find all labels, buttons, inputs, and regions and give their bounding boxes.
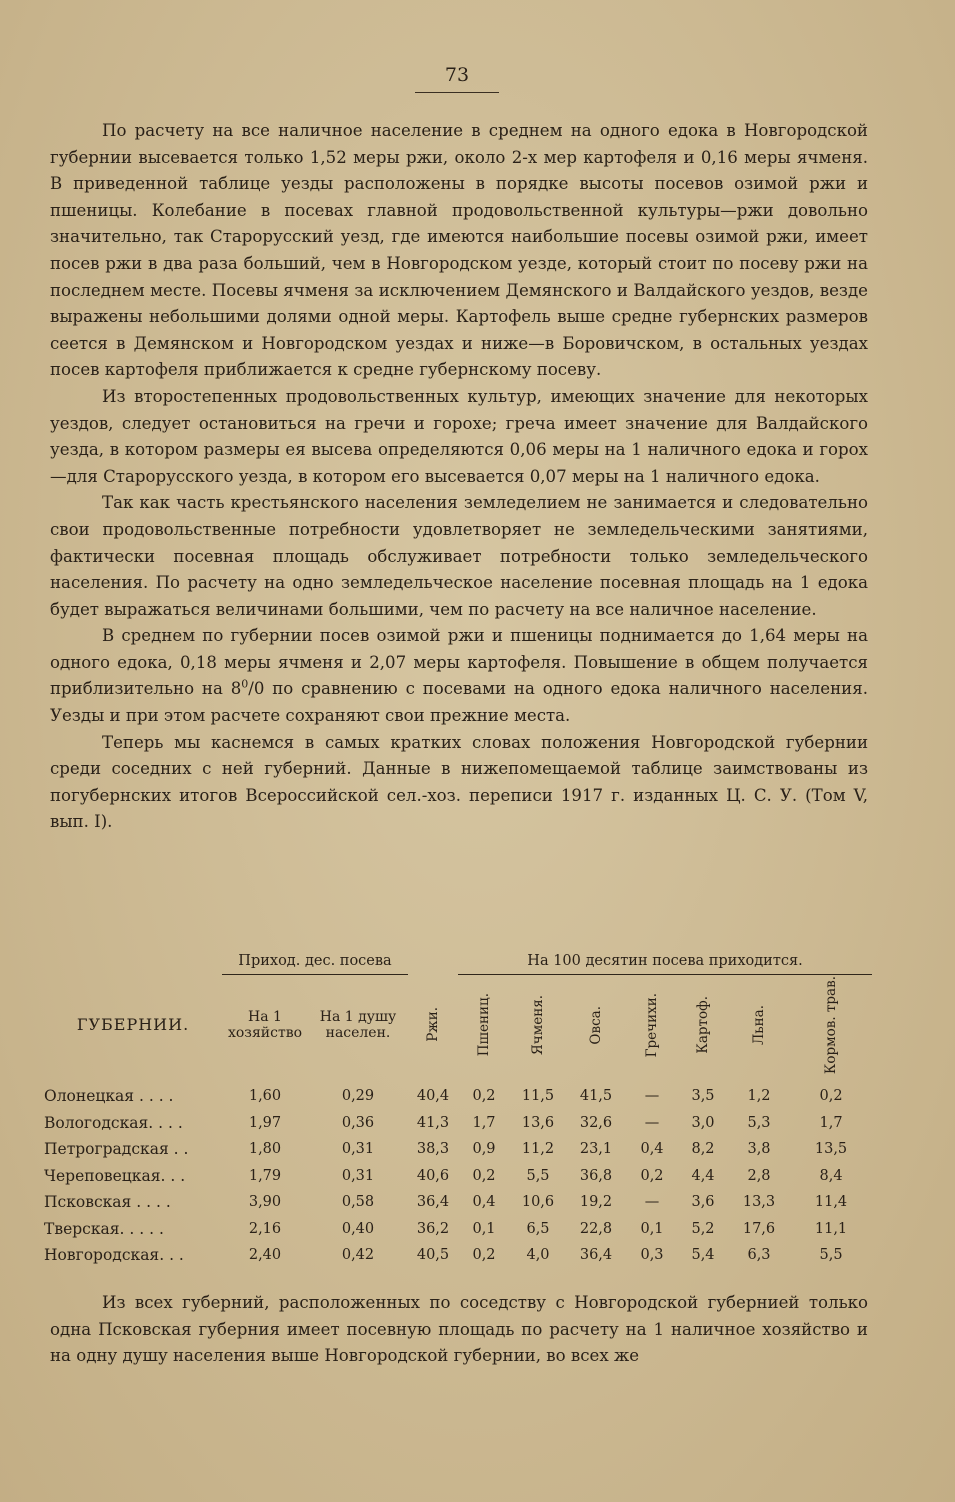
- row-per-household: 1,80: [248, 1141, 282, 1158]
- paragraph-bottom: Из всех губерний, расположенных по соседству с Новгородской губернией только одна Псковская губерния имеет посевную площадь по расчету на 1 наличное хозяйство и на одну душу населения выше Новгородской губернии, во всех же: [50, 1293, 868, 1366]
- table-body: [44, 1075, 872, 1269]
- row-per-household: 1,60: [248, 1088, 282, 1105]
- table-row: [44, 1075, 872, 1110]
- row-crop-value: 40,4: [416, 1088, 450, 1105]
- row-per-soul: 0,31: [341, 1167, 375, 1184]
- row-crop-value: 23,1: [579, 1141, 613, 1158]
- row-crop-value: 36,8: [579, 1167, 613, 1184]
- row-crop-value: 22,8: [579, 1220, 613, 1237]
- row-crop-value: 41,5: [579, 1088, 613, 1105]
- row-crop-value: 3,6: [691, 1194, 715, 1211]
- row-crop-value: 40,5: [416, 1247, 450, 1264]
- row-per-soul: 0,31: [341, 1141, 375, 1158]
- body-text-bottom: [50, 1290, 868, 1370]
- row-crop-value: 0,4: [472, 1194, 496, 1211]
- row-crop-value: 13,3: [742, 1194, 776, 1211]
- row-crop-value: 0,2: [472, 1088, 496, 1105]
- table-row: [44, 1216, 872, 1243]
- row-crop-value: —: [644, 1088, 660, 1105]
- row-crop-value: 0,2: [472, 1247, 496, 1264]
- paragraph-1: По расчету на все наличное население в среднем на одного едока в Новгородской губернии высевается только 1,52 меры ржи, около 2-х мер картофеля и 0,16 меры ячменя. В приведенной таблице уезды расположены в порядке высоты посевов озимой ржи и пшеницы. Колебание в посевах главной продовольственной культуры—ржи довольно значительно, так Старорусский уезд, где имеются наибольшие посевы озимой ржи, имеет посев ржи в два раза больший, чем в Новгородском уезде, который стоит по посеву ржи на последнем месте. Посевы ячменя за исключением Демянского и Валдайского уездов, везде выражены небольшими долями одной меры. Картофель выше средне губернских размеров сеется в Демянском и Новгородском уездах и ниже—в Боровичском, в остальных уездах посев картофеля приближается к средне губернскому посеву.: [50, 121, 868, 380]
- table-column-header-row: [44, 975, 872, 1076]
- paragraph-4-sup: 0: [241, 677, 249, 691]
- row-crop-value: 13,5: [814, 1141, 848, 1158]
- table-row: [44, 1189, 872, 1216]
- row-crop-value: 3,8: [747, 1141, 771, 1158]
- row-crop-value: 0,4: [640, 1141, 664, 1158]
- col-header-barley: Ячменя.: [529, 994, 546, 1056]
- row-crop-value: —: [644, 1194, 660, 1211]
- paragraph-4-tail: /0 по сравнению с посевами на одного едока наличного населения. Уезды и при этом расчете сохраняют свои прежние места.: [50, 679, 868, 726]
- paragraph-2: Из второстепенных продовольственных культур, имеющих значение для некоторых уездов, следует остановиться на гречи и горохе; греча имеет значение для Валдайского уезда, в котором размеры ея высева определяются 0,06 меры на 1 наличного едока и горох—для Старорусского уезда, в котором его высевается 0,07 меры на 1 наличного едока.: [50, 386, 868, 486]
- col-header-flax: Льна.: [750, 1005, 767, 1045]
- row-crop-value: 11,4: [814, 1194, 848, 1211]
- row-crop-value: 0,1: [640, 1220, 664, 1237]
- row-crop-value: 5,5: [526, 1167, 550, 1184]
- paragraph-5: Теперь мы каснемся в самых кратких словах положения Новгородской губернии среди соседних с ней губерний. Данные в нижепомещаемой таблице заимствованы из погубернских итогов Всероссийской сел.-хоз. переписи 1917 г. изданных Ц. С. У. (Том V, вып. I).: [50, 732, 868, 832]
- row-crop-value: 38,3: [416, 1141, 450, 1158]
- row-crop-value: 11,5: [521, 1088, 555, 1105]
- row-crop-value: 1,7: [819, 1114, 843, 1131]
- table-group-header-row: [44, 948, 872, 975]
- row-crop-value: 3,0: [691, 1114, 715, 1131]
- col-header-rye: Ржи.: [424, 1007, 441, 1043]
- row-per-soul: 0,36: [341, 1114, 375, 1131]
- paragraph-3: Так как часть крестьянского населения земледелием не занимается и следовательно свои продовольственные потребности удовлетворяет не земледельческими занятиями, фактически посевная площадь обслуживает потребности только земледельческого населения. По расчету на одно земледельческое население посевная площадь на 1 едока будет выражаться величинами большими, чем по расчету на все наличное население.: [50, 493, 868, 619]
- row-gubernia-name: Вологодская. . . .: [44, 1113, 183, 1132]
- row-per-household: 1,79: [248, 1167, 282, 1184]
- row-crop-value: 5,2: [691, 1220, 715, 1237]
- gubernia-table: [44, 948, 872, 1269]
- row-crop-value: 1,2: [747, 1088, 771, 1105]
- row-per-soul: 0,29: [341, 1088, 375, 1105]
- row-per-soul: 0,42: [341, 1247, 375, 1264]
- col-header-potato: Картоф.: [694, 996, 711, 1054]
- paragraph-4-main: В среднем по губернии посев озимой ржи и пшеницы поднимается до 1,64 меры на одного едока, 0,18 меры ячменя и 2,07 меры картофеля. Повышение в общем получается приблизительно на 8: [50, 626, 868, 699]
- paragraph-4: [50, 623, 868, 729]
- row-crop-value: 19,2: [579, 1194, 613, 1211]
- row-crop-value: 36,4: [416, 1194, 450, 1211]
- row-crop-value: 2,8: [747, 1167, 771, 1184]
- table-row: [44, 1242, 872, 1269]
- col-header-buckwheat: Гречихи.: [643, 992, 660, 1058]
- row-crop-value: 17,6: [742, 1220, 776, 1237]
- col-header-gubernia: ГУБЕРНИИ.: [76, 1015, 190, 1035]
- table-row: [44, 1163, 872, 1190]
- col-header-household: На 1 хозяйство: [227, 1009, 303, 1041]
- row-crop-value: 11,2: [521, 1141, 555, 1158]
- group-header-sown-area: Приход. дес. посева: [222, 948, 408, 975]
- row-crop-value: 36,2: [416, 1220, 450, 1237]
- row-crop-value: 5,3: [747, 1114, 771, 1131]
- row-crop-value: 11,1: [814, 1220, 848, 1237]
- table-row: [44, 1110, 872, 1137]
- row-gubernia-name: Петроградская . .: [44, 1140, 189, 1159]
- row-crop-value: 8,4: [819, 1167, 843, 1184]
- row-crop-value: 0,2: [819, 1088, 843, 1105]
- body-text-top: [50, 118, 868, 836]
- row-crop-value: 40,6: [416, 1167, 450, 1184]
- row-crop-value: 32,6: [579, 1114, 613, 1131]
- row-crop-value: 4,4: [691, 1167, 715, 1184]
- row-crop-value: 0,2: [640, 1167, 664, 1184]
- row-crop-value: —: [644, 1114, 660, 1131]
- group-header-per-100: На 100 десятин посева приходится.: [458, 948, 872, 975]
- col-header-fodder: Кормов. трав.: [822, 975, 839, 1075]
- row-crop-value: 6,3: [747, 1247, 771, 1264]
- row-per-household: 3,90: [248, 1194, 282, 1211]
- row-crop-value: 1,7: [472, 1114, 496, 1131]
- row-per-household: 2,16: [248, 1220, 282, 1237]
- row-per-soul: 0,58: [341, 1194, 375, 1211]
- row-crop-value: 5,5: [819, 1247, 843, 1264]
- row-crop-value: 4,0: [526, 1247, 550, 1264]
- row-gubernia-name: Олонецкая . . . .: [44, 1087, 174, 1106]
- row-crop-value: 3,5: [691, 1088, 715, 1105]
- row-crop-value: 0,2: [472, 1167, 496, 1184]
- row-crop-value: 13,6: [521, 1114, 555, 1131]
- row-gubernia-name: Тверская. . . . .: [44, 1219, 164, 1238]
- col-header-soul: На 1 душу населен.: [319, 1009, 397, 1041]
- row-crop-value: 0,1: [472, 1220, 496, 1237]
- page-number: 73: [415, 64, 499, 93]
- row-crop-value: 0,3: [640, 1247, 664, 1264]
- row-gubernia-name: Новгородская. . .: [44, 1246, 184, 1265]
- row-crop-value: 41,3: [416, 1114, 450, 1131]
- row-crop-value: 5,4: [691, 1247, 715, 1264]
- col-header-wheat: Пшениц.: [475, 993, 492, 1057]
- row-gubernia-name: Череповецкая. . .: [44, 1166, 186, 1185]
- row-crop-value: 0,9: [472, 1141, 496, 1158]
- col-header-oats: Овса.: [587, 1005, 604, 1045]
- row-crop-value: 8,2: [691, 1141, 715, 1158]
- row-per-soul: 0,40: [341, 1220, 375, 1237]
- row-crop-value: 10,6: [521, 1194, 555, 1211]
- row-gubernia-name: Псковская . . . .: [44, 1193, 171, 1212]
- row-crop-value: 6,5: [526, 1220, 550, 1237]
- row-per-household: 1,97: [248, 1114, 282, 1131]
- table-row: [44, 1136, 872, 1163]
- row-crop-value: 36,4: [579, 1247, 613, 1264]
- row-per-household: 2,40: [248, 1247, 282, 1264]
